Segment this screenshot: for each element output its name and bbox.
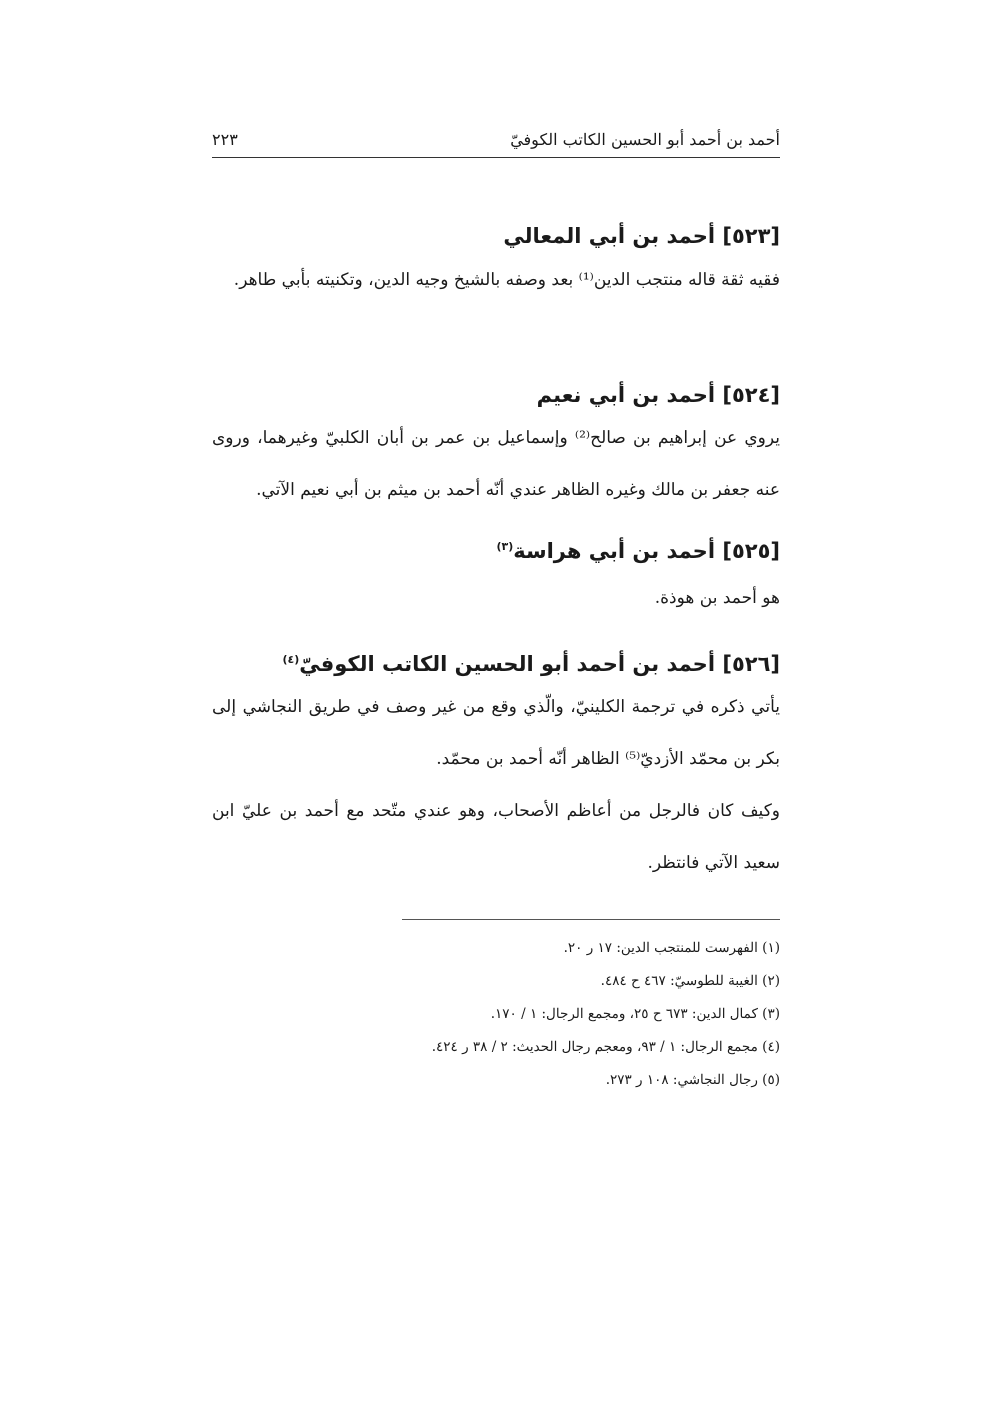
- footnote-4: (٤) مجمع الرجال: ١ / ٩٣، ومعجم رجال الحديث: ٢ / ٣٨ ر ٤٢٤.: [431, 1039, 780, 1055]
- header-divider: [212, 157, 780, 158]
- entry-title-524: [٥٢٤] أحمد بن أبي نعيم: [536, 383, 780, 407]
- footnote-5: (٥) رجال النجاشي: ١٠٨ ر ٢٧٣.: [605, 1072, 780, 1088]
- footnote-ref-3: (٣): [496, 540, 514, 553]
- footnote-1: (١) الفهرست للمنتجب الدين: ١٧ ر ٢٠.: [563, 940, 780, 956]
- entry-524-text: يروي عن إبراهيم بن صالح⁽²⁾ وإسماعيل بن عمر بن أبان الكلبيّ وغيرهما، وروى عنه جعفر بن مالك وغيره الظاهر عندي أنّه أحمد بن ميثم بن أبي نعيم الآتي.: [212, 428, 780, 500]
- entry-title-525: [٥٢٥] أحمد بن أبي هراسة$^{(٣)}$: [496, 539, 780, 563]
- footnote-divider: [402, 919, 780, 920]
- footnotes: [212, 936, 780, 1101]
- entry-525-text: هو أحمد بن هوذة.: [654, 588, 780, 608]
- entry-title-526: [٥٢٦] أحمد بن أحمد أبو الحسين الكاتب الكوفيّ$^{(٤)}$: [282, 652, 780, 676]
- footnote-3: (٣) كمال الدين: ٦٧٣ ح ٢٥، ومجمع الرجال: ١ / ١٧٠.: [490, 1006, 780, 1022]
- entry-523-text: فقيه ثقة قاله منتجب الدين⁽¹⁾ بعد وصفه بالشيخ وجيه الدين، وتكنيته بأبي طاهر.: [233, 270, 780, 290]
- running-header: [212, 124, 780, 154]
- entry-526-text-2: وكيف كان فالرجل من أعاظم الأصحاب، وهو عندي متّحد مع أحمد بن عليّ ابن سعيد الآتي فانتظر.: [212, 801, 780, 873]
- footnote-ref-4: (٤): [282, 653, 300, 666]
- running-title: أحمد بن أحمد أبو الحسين الكاتب الكوفيّ: [510, 129, 780, 149]
- entry-526-text-1: يأتي ذكره في ترجمة الكلينيّ، والّذي وقع من غير وصف في طريق النجاشي إلى بكر بن محمّد الأزديّ⁽⁵⁾ الظاهر أنّه أحمد بن محمّد.: [212, 697, 780, 769]
- book-page: [212, 0, 780, 1403]
- page-number: ٢٢٣: [212, 129, 238, 149]
- footnote-2: (٢) الغيبة للطوسيّ: ٤٦٧ ح ٤٨٤.: [600, 973, 780, 989]
- entry-title-523: [٥٢٣] أحمد بن أبي المعالي: [503, 224, 780, 248]
